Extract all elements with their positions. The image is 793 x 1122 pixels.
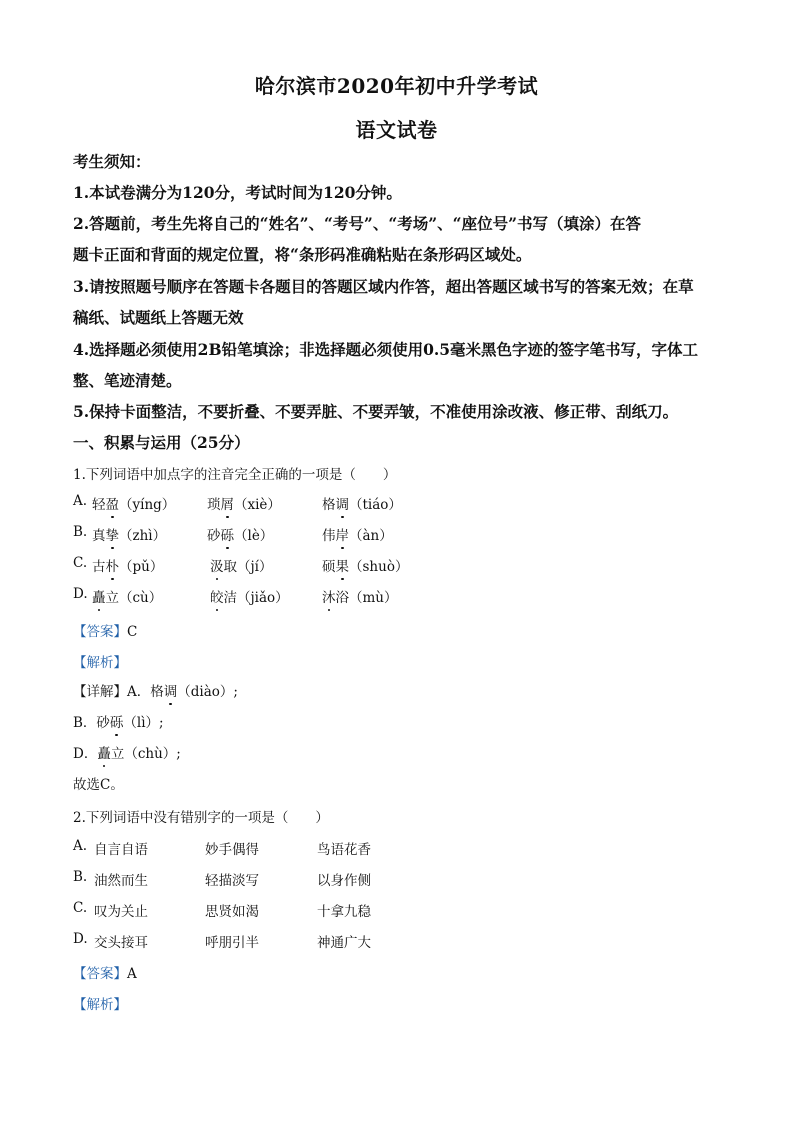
option-d-word-2: 皎洁（jiǎo） <box>210 590 289 606</box>
notice-item-2-line-1: 2.答题前，考生先将自己的“姓名”、“考号”、“考场”、“座位号”书写（填涂）在答 <box>73 214 642 233</box>
option-a-word-1: 轻盈（yíng） <box>92 497 176 513</box>
detail-line-2: B．砂砾（lì）; <box>73 715 164 731</box>
exam-subtitle: 语文试卷 <box>355 118 438 142</box>
q2-option-b-word-3: 以身作侧 <box>317 873 371 889</box>
option-b-word-3: 伟岸（àn） <box>322 528 393 544</box>
q2-option-c-word-3: 十拿九稳 <box>317 904 371 920</box>
option-d-word-1: 矗立（cù） <box>92 590 163 606</box>
detail-line-3: D．矗立（chù）; <box>73 746 181 762</box>
option-a-letter: A. <box>73 493 88 509</box>
q2-option-c-word-1: 叹为关止 <box>94 904 148 920</box>
notice-item-3-line-1: 3.请按照题号顺序在答题卡各题目的答题区域内作答，超出答题区域书写的答案无效；在草 <box>73 277 694 296</box>
answer-value: C <box>127 624 138 640</box>
q2-option-a-letter: A. <box>73 838 88 854</box>
q2-option-a-word-3: 鸟语花香 <box>317 842 371 858</box>
option-a-word-3: 格调（tiáo） <box>322 497 402 513</box>
detail-conclusion: 故选C。 <box>73 777 124 793</box>
option-c-letter: C. <box>73 555 88 571</box>
option-d-letter: D. <box>73 586 88 602</box>
question-2-answer <box>73 962 723 982</box>
answer-value: A <box>127 966 137 982</box>
notice-heading: 考生须知： <box>73 152 151 171</box>
notice-item-3-line-2: 稿纸、试题纸上答题无效 <box>73 308 244 327</box>
q2-option-d-word-3: 神通广大 <box>317 935 371 951</box>
exam-title: 哈尔滨市2020年初中升学考试 <box>254 74 539 98</box>
answer-tag: 【答案】 <box>73 966 127 982</box>
notice-item-2-line-2: 题卡正面和背面的规定位置，将“条形码准确粘贴在条形码区域处。 <box>73 245 532 264</box>
q2-option-c-letter: C. <box>73 900 88 916</box>
q2-option-b-word-2: 轻描淡写 <box>205 873 259 889</box>
section-heading: 一、积累与运用（25分） <box>73 433 250 452</box>
q2-option-a-word-2: 妙手偶得 <box>205 842 259 858</box>
question-1-stem: 1.下列词语中加点字的注音完全正确的一项是（ ） <box>73 467 397 483</box>
q2-option-a-word-1: 自言自语 <box>94 842 148 858</box>
option-b-word-1: 真挚（zhì） <box>92 528 167 544</box>
option-c-word-2: 汲取（jí） <box>210 559 273 575</box>
option-b-letter: B. <box>73 524 88 540</box>
notice-item-5: 5.保持卡面整洁，不要折叠、不要弄脏、不要弄皱，不准使用涂改液、修正带、刮纸刀。 <box>73 402 679 421</box>
detail-line-1: 【详解】A．格调（diào）; <box>73 684 238 700</box>
option-a-word-2: 琐屑（xiè） <box>207 497 281 513</box>
q2-option-b-letter: B. <box>73 869 88 885</box>
q2-option-d-letter: D. <box>73 931 88 947</box>
notice-item-4-line-2: 整、笔迹清楚。 <box>73 371 182 390</box>
question-1-analysis-tag: 【解析】 <box>73 655 127 671</box>
question-2-stem: 2.下列词语中没有错别字的一项是（ ） <box>73 810 329 826</box>
option-c-word-1: 古朴（pǔ） <box>92 559 164 575</box>
option-b-word-2: 砂砾（lè） <box>207 528 274 544</box>
q2-option-c-word-2: 思贤如渴 <box>205 904 259 920</box>
option-c-word-3: 硕果（shuò） <box>322 559 409 575</box>
notice-item-4-line-1: 4.选择题必须使用2B铅笔填涂；非选择题必须使用0.5毫米黑色字迹的签字笔书写，字体工 <box>73 340 699 359</box>
option-d-word-3: 沐浴（mù） <box>322 590 398 606</box>
notice-item-1: 1.本试卷满分为120分，考试时间为120分钟。 <box>73 183 402 202</box>
q2-option-d-word-2: 呼朋引半 <box>205 935 259 951</box>
q2-option-b-word-1: 油然而生 <box>94 873 148 889</box>
detail-tag: 【详解】 <box>73 684 127 700</box>
answer-tag: 【答案】 <box>73 624 127 640</box>
question-2-analysis-tag: 【解析】 <box>73 997 127 1013</box>
q2-option-d-word-1: 交头接耳 <box>94 935 148 951</box>
question-1-answer <box>73 620 723 640</box>
